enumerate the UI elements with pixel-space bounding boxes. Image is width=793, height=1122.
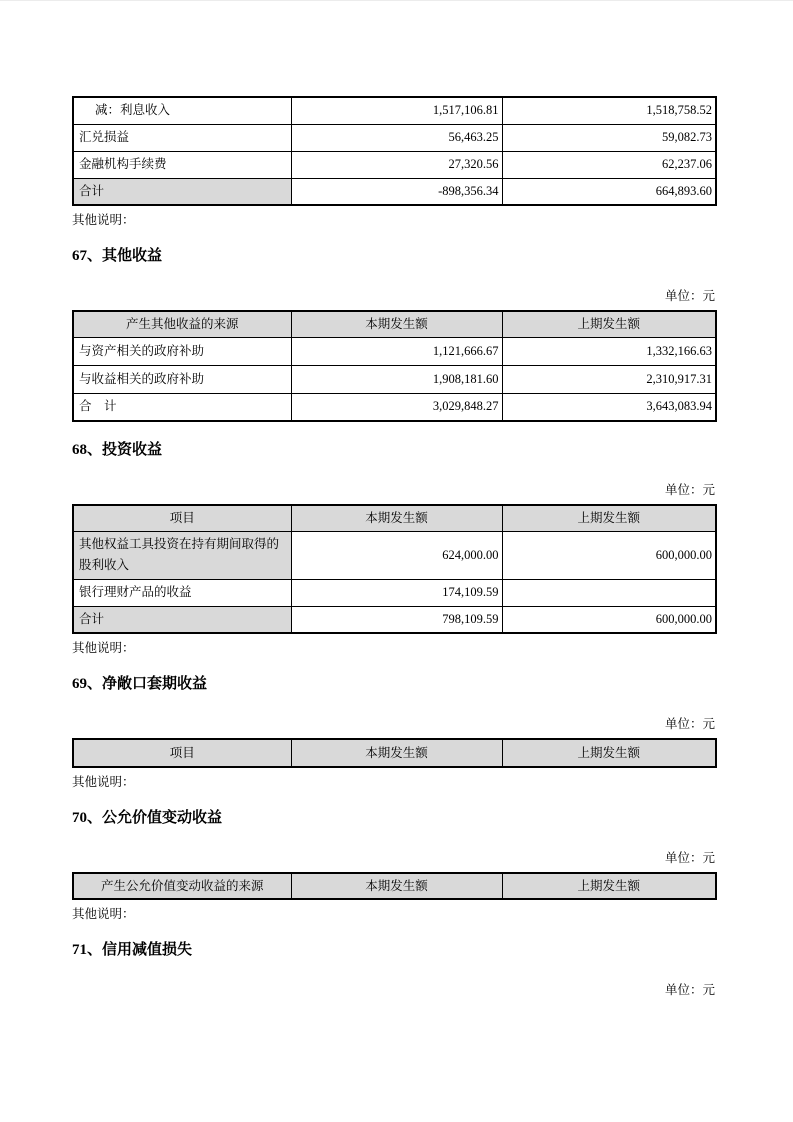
section-70-fair-value-change-income: [72, 810, 715, 922]
section-heading: 67、其他收益: [72, 248, 163, 264]
column-header-source: 产生其他收益的来源: [73, 311, 291, 337]
table-row: [73, 97, 716, 124]
column-header-item: 项目: [73, 505, 291, 531]
cell-current-period: 624,000.00: [291, 531, 502, 579]
total-row-label: 合计: [73, 606, 291, 633]
table-header-row: [73, 873, 716, 899]
unit-label: 单位：元: [664, 483, 715, 497]
total-row-label: 合计: [73, 178, 291, 205]
table-row: [73, 531, 716, 579]
cell-current-period: 27,320.56: [291, 151, 502, 178]
section-68-investment-income: [72, 442, 715, 656]
cell-prior-period: 2,310,917.31: [502, 365, 716, 393]
table-header-row: [73, 311, 716, 337]
column-header-current-period: 本期发生额: [291, 311, 502, 337]
total-row-label: 合 计: [73, 393, 291, 421]
column-header-item: 项目: [73, 739, 291, 767]
total-row: [73, 606, 716, 633]
cell-prior-period: 600,000.00: [502, 531, 716, 579]
row-label: 金融机构手续费: [73, 151, 291, 178]
column-header-prior-period: 上期发生额: [502, 505, 716, 531]
table-header-row: [73, 505, 716, 531]
cell-prior-period: 62,237.06: [502, 151, 716, 178]
table-header-row: [73, 739, 716, 767]
cell-prior-period: 59,082.73: [502, 124, 716, 151]
cell-current-period: 798,109.59: [291, 606, 502, 633]
cell-prior-period: 600,000.00: [502, 606, 716, 633]
section-heading: 71、信用减值损失: [72, 942, 193, 958]
total-row: [73, 393, 716, 421]
fair-value-change-table: [72, 872, 717, 900]
net-hedge-income-table: [72, 738, 717, 768]
column-header-current-period: 本期发生额: [291, 873, 502, 899]
column-header-current-period: 本期发生额: [291, 739, 502, 767]
financial-expenses-table: [72, 96, 717, 206]
cell-current-period: -898,356.34: [291, 178, 502, 205]
total-row: [73, 178, 716, 205]
cell-current-period: 174,109.59: [291, 579, 502, 606]
cell-prior-period: 3,643,083.94: [502, 393, 716, 421]
row-label: 其他权益工具投资在持有期间取得的股利收入: [73, 531, 291, 579]
column-header-current-period: 本期发生额: [291, 505, 502, 531]
table-row: [73, 337, 716, 365]
column-header-prior-period: 上期发生额: [502, 311, 716, 337]
investment-income-table: [72, 504, 717, 634]
other-notes-label: 其他说明：: [72, 641, 135, 655]
cell-prior-period: 1,518,758.52: [502, 97, 716, 124]
column-header-source: 产生公允价值变动收益的来源: [73, 873, 291, 899]
cell-current-period: 1,908,181.60: [291, 365, 502, 393]
cell-prior-period: 1,332,166.63: [502, 337, 716, 365]
row-label: 与资产相关的政府补助: [73, 337, 291, 365]
unit-label: 单位：元: [664, 717, 715, 731]
other-income-table: [72, 310, 717, 422]
section-69-net-hedge-income: [72, 676, 715, 790]
section-71-credit-impairment-loss: [72, 942, 715, 998]
cell-current-period: 56,463.25: [291, 124, 502, 151]
cell-prior-period: 664,893.60: [502, 178, 716, 205]
cell-current-period: 1,121,666.67: [291, 337, 502, 365]
other-notes-label: 其他说明：: [72, 213, 135, 227]
table-row: [73, 365, 716, 393]
table-row: [73, 579, 716, 606]
cell-prior-period: [502, 579, 716, 606]
row-label: 减：利息收入: [73, 97, 291, 124]
row-label: 与收益相关的政府补助: [73, 365, 291, 393]
other-notes-label: 其他说明：: [72, 775, 135, 789]
table-row: [73, 151, 716, 178]
column-header-prior-period: 上期发生额: [502, 873, 716, 899]
cell-current-period: 3,029,848.27: [291, 393, 502, 421]
unit-label: 单位：元: [664, 289, 715, 303]
section-heading: 69、净敞口套期收益: [72, 676, 208, 692]
section-heading: 68、投资收益: [72, 442, 163, 458]
report-page: [0, 1, 793, 1122]
unit-label: 单位：元: [664, 851, 715, 865]
cell-current-period: 1,517,106.81: [291, 97, 502, 124]
unit-label: 单位：元: [664, 983, 715, 997]
section-heading: 70、公允价值变动收益: [72, 810, 223, 826]
row-label: 汇兑损益: [73, 124, 291, 151]
table-row: [73, 124, 716, 151]
row-label: 银行理财产品的收益: [73, 579, 291, 606]
section-67-other-income: [72, 248, 715, 422]
other-notes-label: 其他说明：: [72, 907, 135, 921]
column-header-prior-period: 上期发生额: [502, 739, 716, 767]
